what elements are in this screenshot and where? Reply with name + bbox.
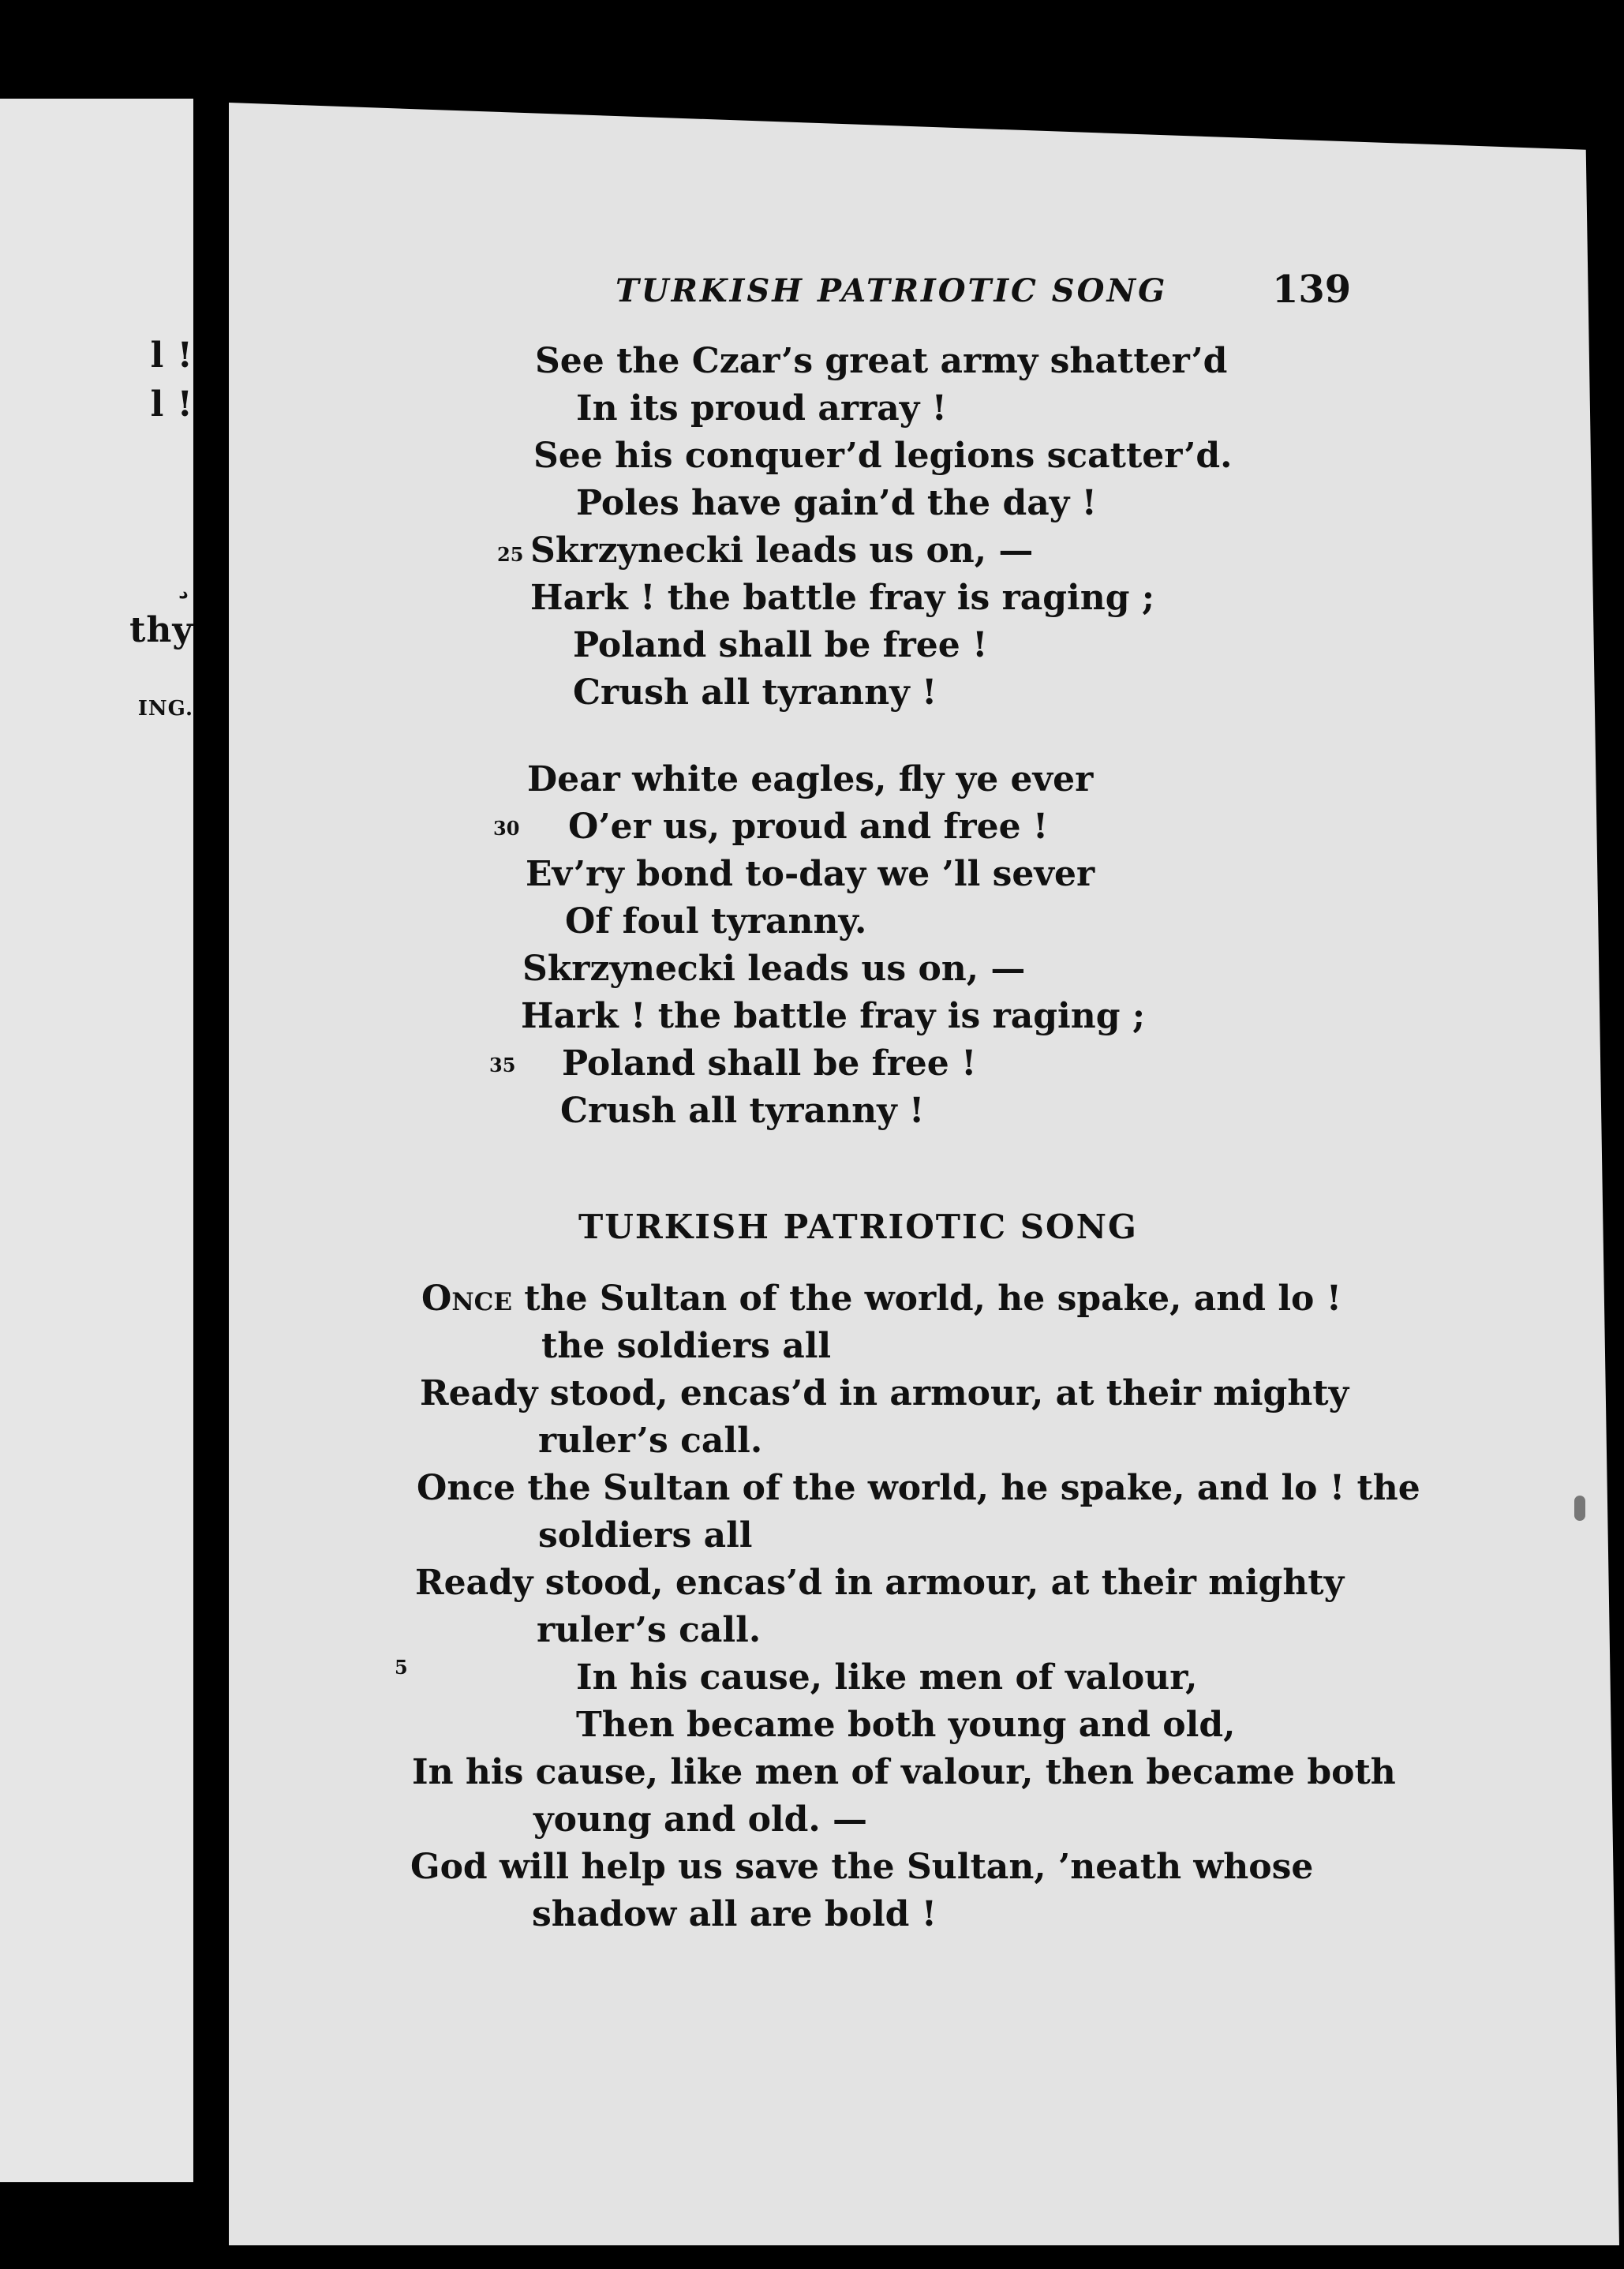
line-number: 35 [489, 1054, 516, 1076]
poem-line: the soldiers all [541, 1326, 832, 1366]
poem-line: ruler’s call. [538, 1421, 763, 1461]
line-text: the Sultan of the world, he spake, and lo ! [524, 1279, 1342, 1319]
line-number: 5 [395, 1656, 408, 1679]
poem-line: In its proud array ! [576, 388, 947, 429]
fragment-text: thy [129, 610, 193, 650]
poem-line: Poland shall be free ! [573, 625, 988, 665]
page-number: 139 [1272, 268, 1352, 312]
poem-line: Then became both young and old, [576, 1705, 1236, 1745]
poem-line: ruler’s call. [537, 1610, 761, 1650]
page-header [0, 268, 1624, 320]
poem-line: Crush all tyranny ! [573, 672, 937, 713]
poem-line: In his cause, like men of valour, then became both [412, 1752, 1396, 1792]
fragment-text: ING. [137, 697, 193, 721]
poem-line: Poland shall be free ! [562, 1043, 977, 1084]
poem-line: Once the Sultan of the world, he spake, and lo ! the [417, 1468, 1420, 1508]
fragment-text: l ! [150, 335, 193, 376]
page-blemish [1574, 1496, 1585, 1521]
poem-line: young and old. — [533, 1799, 868, 1840]
poem-line: Hark ! the battle fray is raging ; [530, 578, 1155, 618]
poem-line: O’er us, proud and free ! [568, 807, 1049, 847]
poem-line: See the Czar’s great army shatter’d [535, 341, 1228, 381]
first-word: Once [421, 1279, 512, 1319]
poem-line: Ev’ry bond to-day we ’ll sever [526, 854, 1095, 894]
facing-page-fragment [0, 99, 193, 2182]
poem-line [421, 1279, 1341, 1319]
poem-line: Skrzynecki leads us on, — [530, 530, 1034, 571]
fragment-text: ¸ [175, 560, 193, 601]
poem-line: Crush all tyranny ! [560, 1091, 925, 1131]
line-number: 25 [497, 543, 524, 566]
poem-line: See his conquer’d legions scatter’d. [533, 436, 1233, 476]
line-number: 30 [493, 817, 520, 840]
fragment-text: l ! [150, 384, 193, 425]
poem-line: God will help us save the Sultan, ’neath whose [410, 1847, 1314, 1887]
poem-line: Hark ! the battle fray is raging ; [521, 996, 1146, 1036]
poem-line: Poles have gain’d the day ! [576, 483, 1097, 523]
poem-line: soldiers all [538, 1515, 753, 1556]
running-head: TURKISH PATRIOTIC SONG [616, 272, 1168, 309]
poem-line: shadow all are bold ! [532, 1894, 937, 1934]
poem-line: Of foul tyranny. [565, 901, 867, 942]
poem-line: Ready stood, encas’d in armour, at their mighty [420, 1373, 1349, 1413]
poem-line: Skrzynecki leads us on, — [522, 949, 1026, 989]
poem-line: In his cause, like men of valour, [576, 1657, 1198, 1698]
poem-line: Ready stood, encas’d in armour, at their mighty [415, 1563, 1345, 1603]
poem-line: Dear white eagles, fly ye ever [527, 759, 1094, 799]
song-title: TURKISH PATRIOTIC SONG [578, 1208, 1138, 1246]
